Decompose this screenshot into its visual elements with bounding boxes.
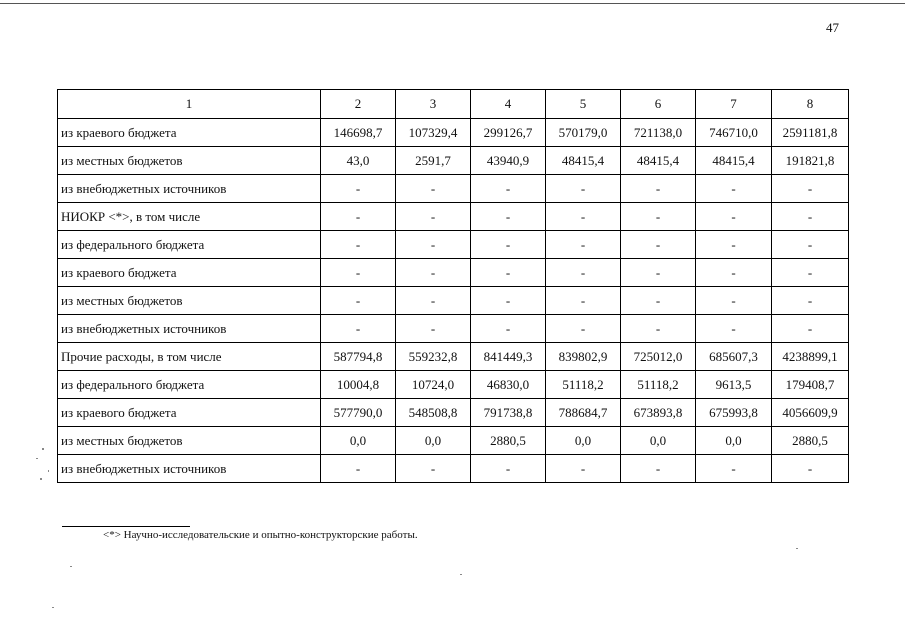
value-cell: - bbox=[546, 315, 621, 343]
table-row bbox=[58, 371, 849, 399]
value-cell: - bbox=[696, 259, 772, 287]
value-cell: 43,0 bbox=[321, 147, 396, 175]
value-cell: 570179,0 bbox=[546, 119, 621, 147]
table-row bbox=[58, 455, 849, 483]
value-cell: 51118,2 bbox=[546, 371, 621, 399]
row-label-cell: из местных бюджетов bbox=[58, 427, 321, 455]
row-label-cell: из местных бюджетов bbox=[58, 147, 321, 175]
value-cell: - bbox=[772, 287, 849, 315]
value-cell: 10724,0 bbox=[396, 371, 471, 399]
value-cell: - bbox=[772, 455, 849, 483]
value-cell: - bbox=[471, 175, 546, 203]
value-cell: 48415,4 bbox=[696, 147, 772, 175]
scan-speck bbox=[36, 458, 38, 459]
footnote-divider bbox=[62, 526, 190, 527]
value-cell: - bbox=[546, 455, 621, 483]
table-row bbox=[58, 427, 849, 455]
value-cell: 299126,7 bbox=[471, 119, 546, 147]
value-cell: - bbox=[321, 231, 396, 259]
value-cell: 48415,4 bbox=[621, 147, 696, 175]
value-cell: 146698,7 bbox=[321, 119, 396, 147]
value-cell: 10004,8 bbox=[321, 371, 396, 399]
value-cell: 841449,3 bbox=[471, 343, 546, 371]
row-label-cell: из федерального бюджета bbox=[58, 371, 321, 399]
scan-speck bbox=[40, 478, 42, 480]
column-header: 4 bbox=[471, 90, 546, 119]
column-header: 6 bbox=[621, 90, 696, 119]
table-header-row bbox=[58, 90, 849, 119]
value-cell: - bbox=[546, 231, 621, 259]
row-label-cell: из внебюджетных источников bbox=[58, 455, 321, 483]
value-cell: - bbox=[772, 315, 849, 343]
value-cell: - bbox=[321, 287, 396, 315]
value-cell: 51118,2 bbox=[621, 371, 696, 399]
table-row bbox=[58, 315, 849, 343]
value-cell: 839802,9 bbox=[546, 343, 621, 371]
value-cell: 725012,0 bbox=[621, 343, 696, 371]
row-label-cell: из краевого бюджета bbox=[58, 399, 321, 427]
footnote-text: <*> Научно-исследовательские и опытно-конструкторские работы. bbox=[103, 529, 418, 541]
scan-speck bbox=[48, 470, 49, 472]
value-cell: - bbox=[471, 455, 546, 483]
table-body bbox=[58, 119, 849, 483]
value-cell: - bbox=[772, 259, 849, 287]
row-label-cell: из краевого бюджета bbox=[58, 259, 321, 287]
scan-speck bbox=[70, 566, 72, 567]
value-cell: 587794,8 bbox=[321, 343, 396, 371]
column-header: 8 bbox=[772, 90, 849, 119]
table-row bbox=[58, 399, 849, 427]
value-cell: - bbox=[471, 231, 546, 259]
value-cell: 2591,7 bbox=[396, 147, 471, 175]
value-cell: 2591181,8 bbox=[772, 119, 849, 147]
value-cell: - bbox=[696, 315, 772, 343]
column-header: 3 bbox=[396, 90, 471, 119]
row-label-cell: из внебюджетных источников bbox=[58, 175, 321, 203]
value-cell: - bbox=[621, 231, 696, 259]
value-cell: - bbox=[546, 203, 621, 231]
row-label-cell: из федерального бюджета bbox=[58, 231, 321, 259]
value-cell: - bbox=[621, 455, 696, 483]
value-cell: 48415,4 bbox=[546, 147, 621, 175]
value-cell: 559232,8 bbox=[396, 343, 471, 371]
value-cell: 2880,5 bbox=[471, 427, 546, 455]
value-cell: - bbox=[772, 203, 849, 231]
value-cell: 0,0 bbox=[621, 427, 696, 455]
budget-table bbox=[57, 89, 849, 483]
value-cell: 746710,0 bbox=[696, 119, 772, 147]
row-label-cell: из краевого бюджета bbox=[58, 119, 321, 147]
value-cell: - bbox=[546, 175, 621, 203]
table-row bbox=[58, 203, 849, 231]
value-cell: 791738,8 bbox=[471, 399, 546, 427]
value-cell: - bbox=[772, 231, 849, 259]
scan-speck bbox=[52, 607, 54, 608]
value-cell: - bbox=[696, 203, 772, 231]
table-row bbox=[58, 119, 849, 147]
value-cell: 0,0 bbox=[321, 427, 396, 455]
value-cell: 0,0 bbox=[546, 427, 621, 455]
page-top-rule bbox=[0, 3, 905, 4]
value-cell: - bbox=[471, 259, 546, 287]
value-cell: - bbox=[696, 175, 772, 203]
table-row bbox=[58, 147, 849, 175]
value-cell: 107329,4 bbox=[396, 119, 471, 147]
column-header: 5 bbox=[546, 90, 621, 119]
value-cell: 0,0 bbox=[396, 427, 471, 455]
value-cell: - bbox=[321, 455, 396, 483]
table-row bbox=[58, 259, 849, 287]
value-cell: - bbox=[696, 287, 772, 315]
value-cell: - bbox=[471, 287, 546, 315]
value-cell: - bbox=[696, 231, 772, 259]
value-cell: - bbox=[772, 175, 849, 203]
value-cell: 548508,8 bbox=[396, 399, 471, 427]
table-row bbox=[58, 175, 849, 203]
value-cell: 2880,5 bbox=[772, 427, 849, 455]
value-cell: - bbox=[396, 287, 471, 315]
value-cell: - bbox=[321, 203, 396, 231]
value-cell: - bbox=[321, 175, 396, 203]
value-cell: 721138,0 bbox=[621, 119, 696, 147]
value-cell: - bbox=[696, 455, 772, 483]
value-cell: 46830,0 bbox=[471, 371, 546, 399]
column-header: 2 bbox=[321, 90, 396, 119]
scan-speck bbox=[42, 448, 44, 450]
value-cell: - bbox=[546, 259, 621, 287]
value-cell: - bbox=[321, 259, 396, 287]
value-cell: 673893,8 bbox=[621, 399, 696, 427]
value-cell: 4238899,1 bbox=[772, 343, 849, 371]
row-label-cell: из местных бюджетов bbox=[58, 287, 321, 315]
value-cell: - bbox=[621, 287, 696, 315]
value-cell: 0,0 bbox=[696, 427, 772, 455]
value-cell: 43940,9 bbox=[471, 147, 546, 175]
value-cell: - bbox=[621, 175, 696, 203]
row-label-cell: из внебюджетных источников bbox=[58, 315, 321, 343]
value-cell: - bbox=[396, 315, 471, 343]
value-cell: 9613,5 bbox=[696, 371, 772, 399]
row-label-cell: НИОКР <*>, в том числе bbox=[58, 203, 321, 231]
column-header: 1 bbox=[58, 90, 321, 119]
table-row bbox=[58, 231, 849, 259]
value-cell: - bbox=[396, 175, 471, 203]
scan-speck bbox=[796, 548, 798, 549]
value-cell: - bbox=[621, 203, 696, 231]
value-cell: - bbox=[396, 203, 471, 231]
value-cell: - bbox=[396, 231, 471, 259]
value-cell: 788684,7 bbox=[546, 399, 621, 427]
value-cell: - bbox=[396, 455, 471, 483]
value-cell: - bbox=[471, 203, 546, 231]
table-row bbox=[58, 287, 849, 315]
value-cell: - bbox=[621, 259, 696, 287]
value-cell: 179408,7 bbox=[772, 371, 849, 399]
value-cell: 4056609,9 bbox=[772, 399, 849, 427]
value-cell: - bbox=[471, 315, 546, 343]
value-cell: - bbox=[546, 287, 621, 315]
value-cell: 685607,3 bbox=[696, 343, 772, 371]
table-row bbox=[58, 343, 849, 371]
row-label-cell: Прочие расходы, в том числе bbox=[58, 343, 321, 371]
value-cell: - bbox=[396, 259, 471, 287]
column-header: 7 bbox=[696, 90, 772, 119]
value-cell: 577790,0 bbox=[321, 399, 396, 427]
value-cell: - bbox=[321, 315, 396, 343]
value-cell: 191821,8 bbox=[772, 147, 849, 175]
scan-speck bbox=[460, 574, 462, 575]
value-cell: - bbox=[621, 315, 696, 343]
page-number: 47 bbox=[826, 20, 839, 35]
value-cell: 675993,8 bbox=[696, 399, 772, 427]
